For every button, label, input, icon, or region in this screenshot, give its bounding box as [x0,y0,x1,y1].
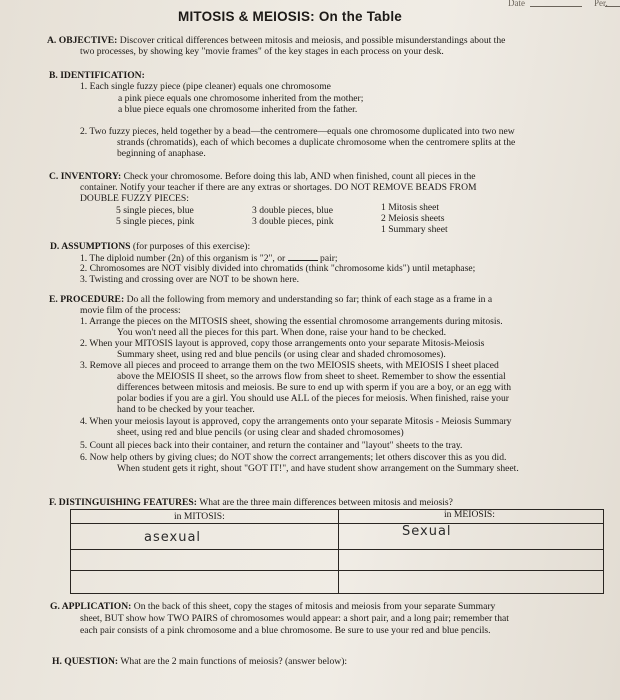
mitosis-answer-1[interactable]: asexual [144,530,202,545]
objective-text-1: Discover critical differences between mitosis and meiosis, and possible misunderstandings about the [119,35,506,46]
distinguishing-heading: F. DISTINGUISHING FEATURES: [49,497,197,508]
assumptions-heading-line [50,241,250,252]
procedure-step-2b: Summary sheet, using red and blue pencils (or using clear and shaded chromosomes). [117,349,446,360]
procedure-step-1a: 1. Arrange the pieces on the MITOSIS sheet, showing the essential chromosome arrangements during mitosis. [80,316,503,327]
objective-line-1 [47,35,505,46]
period-line [605,6,620,7]
objective-text-2: two processes, by showing key "movie frames" of the key stages in each process on your desk. [80,46,444,57]
inventory-summary-sheet: 1 Summary sheet [381,224,448,235]
inventory-text-3: DOUBLE FUZZY PIECES: [80,193,189,204]
inventory-blue-double: 3 double pieces, blue [252,205,333,216]
application-line-1 [50,601,495,612]
question-line [52,656,347,667]
inventory-pink-single: 5 single pieces, pink [116,216,195,227]
page-title: MITOSIS & MEIOSIS: On the Table [178,9,402,24]
assumption-3: 3. Twisting and crossing over are NOT to be shown here. [80,274,300,285]
identification-item-2c: beginning of anaphase. [117,148,206,159]
procedure-intro-2: movie film of the process: [80,305,181,316]
inventory-mitosis-sheet: 1 Mitosis sheet [381,202,440,213]
inventory-pink-double: 3 double pieces, pink [252,216,334,227]
inventory-text-1: Check your chromosome. Before doing this lab, AND when finished, count all pieces in the [123,171,476,182]
procedure-step-2a: 2. When your MITOSIS layout is approved, copy those arrangements onto your separate Mitosis-Meiosis [80,338,485,349]
application-heading: G. APPLICATION: [50,601,132,612]
identification-item-2a: 2. Two fuzzy pieces, held together by a bead—the centromere—equals one chromosome duplicated into two new [80,126,515,137]
inventory-blue-single: 5 single pieces, blue [116,205,194,216]
features-table [70,509,604,595]
procedure-line-0 [49,294,492,305]
identification-heading: B. IDENTIFICATION: [49,70,145,81]
procedure-step-3c: differences between mitosis and meiosis. Be sure to end up with sperm if you are a boy, or an egg with [117,382,512,393]
procedure-step-4b: sheet, using red and blue pencils (or using clear and shaded chromosomes) [117,427,404,438]
inventory-line-1 [49,171,476,182]
procedure-intro: Do all the following from memory and understanding so far; think of each stage as a frame in a [126,294,493,305]
procedure-step-4a: 4. When your meiosis layout is approved, copy the arrangements onto your separate Mitosis - Meiosis Summary [80,416,512,427]
meiosis-answer-1[interactable]: Sexual [402,524,452,539]
date-label: Date [508,0,525,8]
objective-heading: A. OBJECTIVE: [47,35,118,46]
procedure-step-6b: When student gets it right, shout "GOT IT!", and have student show arrangement on the Summary sheet. [117,463,519,474]
assumption-1-text: 1. The diploid number (2n) of this organism is "2", or [80,253,286,264]
inventory-meiosis-sheets: 2 Meiosis sheets [381,213,445,224]
assumptions-heading: D. ASSUMPTIONS [50,241,131,252]
procedure-step-1b: You won't need all the pieces for this part. When done, raise your hand to be checked. [117,327,447,338]
assumptions-heading-rest: (for purposes of this exercise): [132,241,251,252]
period-label: Per. [594,0,608,8]
procedure-step-5: 5. Count all pieces back into their container, and return the container and "layout" sheets to the tray. [80,440,463,451]
distinguishing-question: What are the three main differences between mitosis and meiosis? [199,497,453,508]
application-text-2: sheet, BUT show how TWO PAIRS of chromosomes would appear: a short pair, and a long pair; remember that [80,613,509,624]
question-heading: H. QUESTION: [52,656,119,667]
procedure-step-3e: hand to be checked by your teacher. [117,404,255,415]
identification-item-2b: strands (chromatids), each of which becomes a duplicate chromosome when the centromere splits at the [117,137,516,148]
procedure-step-3a: 3. Remove all pieces and proceed to arrange them on the two MEIOSIS sheets, with MEIOSIS I sheet placed [80,360,499,371]
procedure-step-3b: above the MEIOSIS II sheet, so the arrows flow from sheet to sheet. Remember to show the essential [117,371,506,382]
procedure-step-3d: polar bodies if you are a girl. You should use ALL of the pieces for meiosis. When finished, raise your [117,393,509,404]
distinguishing-line [49,497,453,508]
procedure-heading: E. PROCEDURE: [49,294,125,305]
date-line [530,6,582,7]
question-text: What are the 2 main functions of meiosis? (answer below): [120,656,348,667]
inventory-heading: C. INVENTORY: [49,171,122,182]
mitosis-column-header: in MITOSIS: [174,511,225,522]
assumption-2: 2. Chromosomes are NOT visibly divided into chromatids (think "chromosome kids") until metaphase; [80,263,476,274]
identification-item-1a: a pink piece equals one chromosome inherited from the mother; [118,93,364,104]
identification-item-1: 1. Each single fuzzy piece (pipe cleaner) equals one chromosome [80,81,331,92]
date-period-header [490,0,620,8]
assumption-1-blank [288,252,318,261]
meiosis-column-header: in MEIOSIS: [444,509,495,520]
procedure-step-6a: 6. Now help others by giving clues; do NOT show the correct arrangements; let others discover this as you did. [80,452,507,463]
assumption-1-end: pair; [320,253,338,264]
inventory-text-2: container. Notify your teacher if there are any extras or shortages. DO NOT REMOVE BEADS FROM [80,182,477,193]
application-text-3: each pair consists of a pink chromosome and a blue chromosome. Be sure to use your red and blue pencils. [80,625,491,636]
application-text-1: On the back of this sheet, copy the stages of mitosis and meiosis from your separate Summary [133,601,496,612]
identification-item-1b: a blue piece equals one chromosome inherited from the father. [118,104,358,115]
